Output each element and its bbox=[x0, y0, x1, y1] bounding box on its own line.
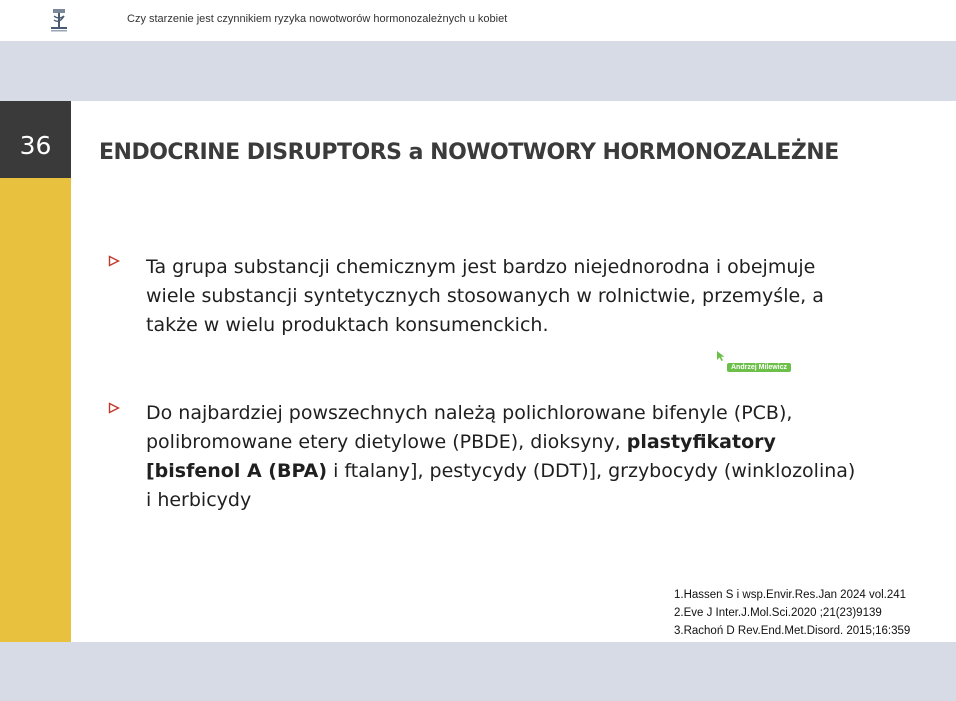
bullet-text-1: Ta grupa substancji chemicznym jest bardzo niejednorodna i obejmuje wiele substancji syntetycznych stosowanych w rolnictwie, przemyśle, a także w wielu produktach konsumenckich. bbox=[146, 256, 824, 336]
slide-number: 36 bbox=[19, 131, 52, 160]
bullet-2-part-2: i ftalany], pestycydy (DDT)], grzybocydy (winklozolina) i herbicydy bbox=[146, 460, 856, 511]
institution-logo-icon bbox=[48, 7, 70, 33]
reference-1: 1.Hassen S i wsp.Envir.Res.Jan 2024 vol.241 bbox=[674, 589, 907, 601]
pointer-user-label: Andrzej Milewicz bbox=[727, 363, 791, 372]
document-title: Czy starzenie jest czynnikiem ryzyka nowotworów hormonozależnych u kobiet bbox=[127, 13, 508, 25]
slide-heading: ENDOCRINE DISRUPTORS a NOWOTWORY HORMONOZALEŻNE bbox=[99, 140, 839, 165]
reference-3: 3.Rachoń D Rev.End.Met.Disord. 2015;16:359 bbox=[674, 625, 911, 637]
slide bbox=[0, 101, 956, 642]
bullet-2-bold: plastyfikatory [bisfenol A (BPA) bbox=[146, 431, 776, 482]
reference-2: 2.Eve J Inter.J.Mol.Sci.2020 ;21(23)9139 bbox=[674, 607, 882, 619]
bullet-triangle-icon bbox=[108, 402, 120, 414]
bullet-text-2 bbox=[146, 399, 866, 515]
slide-accent-bar bbox=[0, 101, 71, 642]
bullet-2-part-1: Do najbardziej powszechnych należą polichlorowane bifenyle (PCB), polibromowane etery dietylowe (PBDE), dioksyny, bbox=[146, 402, 793, 453]
references bbox=[674, 586, 910, 640]
bullet-triangle-icon bbox=[108, 255, 120, 267]
slide-number-box bbox=[0, 101, 71, 178]
top-bar bbox=[0, 0, 956, 41]
pointer-cursor-icon bbox=[716, 350, 726, 362]
